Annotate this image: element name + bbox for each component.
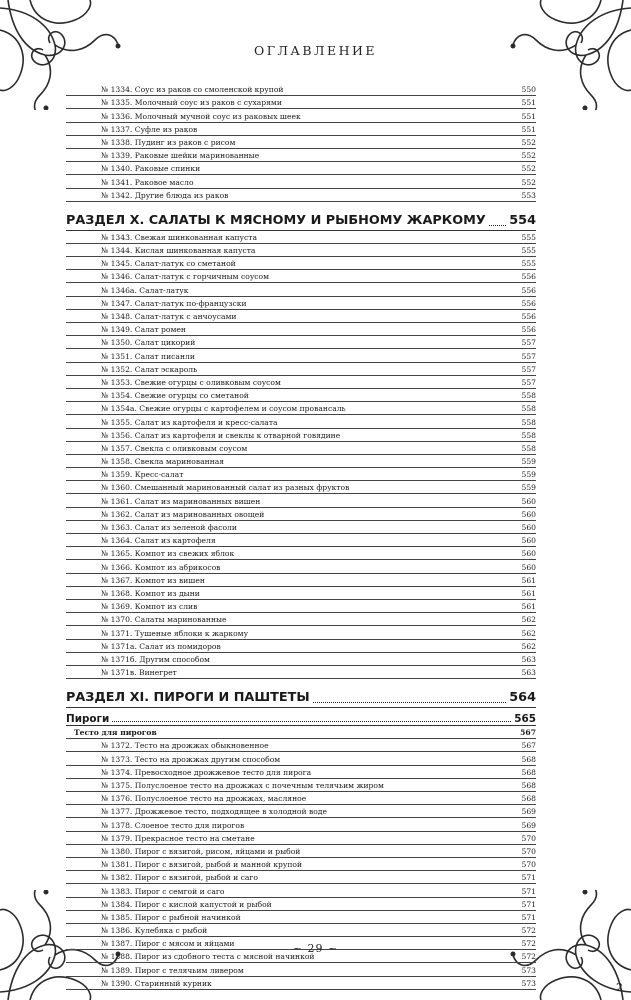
toc-entry <box>66 653 536 666</box>
entry-page: 559 <box>521 483 536 493</box>
entry-title: № 1380. Пирог с вязигой, рисом, яйцами и рыбой <box>101 846 301 856</box>
entry-title: № 1348. Салат-латук с анчоусами <box>101 312 237 321</box>
heading-label: РАЗДЕЛ X. САЛАТЫ К МЯСНОМУ И РЫБНОМУ ЖАРКОМУ <box>66 212 486 228</box>
entry-page: 556 <box>521 312 536 321</box>
entry-page: 570 <box>521 833 536 843</box>
toc-entry <box>66 547 536 560</box>
entry-title: № 1363. Салат из зеленой фасоли <box>101 523 237 532</box>
entry-title: № 1383. Пирог с семгой и саго <box>101 886 225 896</box>
entry-page: 561 <box>521 575 536 585</box>
toc-entry <box>66 455 536 468</box>
entry-page: 559 <box>521 470 536 480</box>
entry-title: № 1345. Салат-латук со сметаной <box>101 259 236 269</box>
entry-page: 572 <box>521 926 536 936</box>
entry-page: 555 <box>521 246 536 256</box>
toc-entry <box>66 534 536 547</box>
entry-page: 560 <box>521 509 536 519</box>
entry-page: 552 <box>521 151 536 161</box>
toc-entry <box>66 336 536 349</box>
toc-entry <box>66 389 536 402</box>
entry-title: № 1349. Салат ромен <box>101 325 186 335</box>
entry-page: 557 <box>521 351 536 361</box>
toc-entry <box>66 189 536 202</box>
entry-title: № 1335. Молочный соус из раков с сухарями <box>101 98 282 108</box>
toc-entry <box>66 162 536 175</box>
page-number: ~ 29 ~ <box>292 942 339 955</box>
table-of-contents <box>66 83 536 990</box>
entry-page: 551 <box>521 111 536 121</box>
toc-entry <box>66 600 536 613</box>
entry-title: № 1351. Салат писанли <box>101 351 195 361</box>
entry-page: 562 <box>521 615 536 625</box>
entry-page: 553 <box>521 190 536 200</box>
entry-page: 571 <box>521 886 536 896</box>
entry-title: № 1369. Компот из слив <box>101 602 198 612</box>
entry-title: № 1341. Раковое масло <box>101 177 194 187</box>
entry-page: 552 <box>521 177 536 187</box>
entry-page: 555 <box>521 232 536 242</box>
entry-title: № 1372. Тесто на дрожжах обыкновенное <box>101 741 269 751</box>
entry-page: 569 <box>521 807 536 817</box>
toc-entry <box>66 521 536 534</box>
entry-page: 563 <box>521 668 536 678</box>
toc-entry <box>66 640 536 653</box>
toc-entry <box>66 963 536 976</box>
entry-page: 558 <box>521 443 536 453</box>
entry-page: 571 <box>521 912 536 922</box>
entry-page: 562 <box>521 641 536 651</box>
toc-entry <box>66 884 536 897</box>
entry-title: № 1346. Салат-латук с горчичным соусом <box>101 272 270 282</box>
entry-title: № 1381. Пирог с вязигой, рыбой и манной крупой <box>101 860 303 870</box>
toc-entry <box>66 283 536 296</box>
entry-title: № 1360. Смешанный маринованный салат из разных фруктов <box>101 483 350 493</box>
toc-entry <box>66 468 536 481</box>
entry-title: № 1371а. Салат из помидоров <box>101 641 221 651</box>
toc-entry <box>66 977 536 990</box>
toc-entry <box>66 363 536 376</box>
dot-leader <box>489 225 507 226</box>
toc-entry <box>66 257 536 270</box>
entry-page: 558 <box>521 430 536 440</box>
entry-title: № 1334. Соус из раков со смоленской крупой <box>101 85 284 95</box>
entry-page: 570 <box>521 860 536 870</box>
heading-page: 564 <box>509 690 536 706</box>
toc-entry <box>66 96 536 109</box>
entry-page: 559 <box>521 457 536 467</box>
heading-page: 554 <box>509 212 536 228</box>
toc-entry <box>66 818 536 831</box>
toc-entry <box>66 481 536 494</box>
toc-entry <box>66 832 536 845</box>
entry-title: № 1390. Старинный курник <box>101 978 212 988</box>
entry-title: № 1355. Салат из картофеля и кресс-салата <box>101 417 278 427</box>
entry-page: 555 <box>521 259 536 269</box>
toc-entry <box>66 231 536 244</box>
toc-entry <box>66 739 536 752</box>
entry-title: № 1358. Свекла маринованная <box>101 457 225 467</box>
toc-entry <box>66 666 536 679</box>
toc-entry <box>66 442 536 455</box>
entry-title: № 1344. Кислая шинкованная капуста <box>101 246 256 256</box>
entry-title: Тесто для пирогов <box>74 728 157 738</box>
entry-page: 557 <box>521 377 536 387</box>
entry-title: № 1364. Салат из картофеля <box>101 536 216 546</box>
page-title: ОГЛАВЛЕНИЕ <box>253 43 378 58</box>
toc-entry <box>66 415 536 428</box>
entry-title: № 1338. Пудинг из раков с рисом <box>101 137 236 147</box>
entry-page: 557 <box>521 364 536 374</box>
entry-page: 573 <box>521 965 536 975</box>
entry-page: 568 <box>521 781 536 790</box>
entry-title: № 1359. Кресс-салат <box>101 470 184 480</box>
toc-entry <box>66 752 536 765</box>
entry-title: № 1343. Свежая шинкованная капуста <box>101 232 257 242</box>
entry-title: № 1384. Пирог с кислой капустой и рыбой <box>101 899 272 909</box>
entry-title: № 1371б. Другим способом <box>101 654 210 664</box>
entry-page: 558 <box>521 391 536 401</box>
entry-page: 560 <box>521 523 536 532</box>
heading-page: 565 <box>514 713 536 726</box>
entry-title: № 1378. Слоеное тесто для пирогов <box>101 820 245 830</box>
toc-entry <box>66 429 536 442</box>
toc-entry <box>66 136 536 149</box>
corner-badge: 2 <box>616 981 623 994</box>
entry-page: 556 <box>521 285 536 295</box>
entry-title: № 1339. Раковые шейки маринованные <box>101 151 260 161</box>
entry-page: 567 <box>520 728 536 738</box>
toc-entry <box>66 587 536 600</box>
entry-title: № 1385. Пирог с рыбной начинкой <box>101 912 241 922</box>
entry-title: № 1356. Салат из картофеля и свеклы к отварной говядине <box>101 430 341 440</box>
entry-title: № 1354а. Свежие огурцы с картофелем и соусом провансаль <box>101 404 346 414</box>
toc-entry <box>66 858 536 871</box>
entry-page: 557 <box>521 338 536 348</box>
toc-entry <box>66 402 536 415</box>
heading-label: Пироги <box>66 713 110 726</box>
toc-entry <box>66 845 536 858</box>
dot-leader <box>112 721 511 722</box>
entry-title: № 1370. Салаты маринованные <box>101 615 227 625</box>
entry-page: 562 <box>521 628 536 638</box>
toc-entry <box>66 376 536 389</box>
entry-page: 558 <box>521 404 536 414</box>
toc-entry <box>66 175 536 188</box>
entry-title: № 1371в. Винегрет <box>101 668 177 678</box>
entry-title: № 1375. Полуслоеное тесто на дрожжах с почечным телячьим жиром <box>101 781 384 790</box>
entry-page: 561 <box>521 602 536 612</box>
toc-entry <box>66 792 536 805</box>
entry-title: № 1382. Пирог с вязигой, рыбой и саго <box>101 873 258 883</box>
entry-page: 573 <box>521 978 536 988</box>
entry-page: 551 <box>521 124 536 134</box>
entry-page: 550 <box>521 85 536 95</box>
entry-title: № 1357. Свекла с оливковым соусом <box>101 443 248 453</box>
entry-title: № 1373. Тесто на дрожжах другим способом <box>101 754 281 764</box>
toc-entry <box>66 911 536 924</box>
toc-entry <box>66 297 536 310</box>
entry-title: № 1346а. Салат-латук <box>101 285 189 295</box>
toc-entry <box>66 149 536 162</box>
entry-page: 551 <box>521 98 536 108</box>
entry-page: 560 <box>521 496 536 506</box>
entry-page: 560 <box>521 549 536 559</box>
entry-title: № 1387. Пирог с мясом и яйцами <box>101 939 235 949</box>
entry-page: 556 <box>521 298 536 308</box>
toc-entry <box>66 626 536 639</box>
entry-title: № 1347. Салат-латук по-французски <box>101 298 247 308</box>
entry-page: 561 <box>521 588 536 598</box>
entry-title: № 1353. Свежие огурцы с оливковым соусом <box>101 377 281 387</box>
entry-title: № 1379. Прекрасное тесто на сметане <box>101 833 255 843</box>
toc-entry <box>66 494 536 507</box>
entry-title: № 1367. Компот из вишен <box>101 575 205 585</box>
entry-title: № 1337. Суфле из раков <box>101 124 198 134</box>
toc-entry <box>66 613 536 626</box>
entry-title: № 1354. Свежие огурцы со сметаной <box>101 391 249 401</box>
entry-page: 571 <box>521 873 536 883</box>
toc-entry <box>66 766 536 779</box>
toc-entry <box>66 109 536 122</box>
toc-entry <box>66 349 536 362</box>
entry-title: № 1365. Компот из свежих яблок <box>101 549 235 559</box>
entry-page: 560 <box>521 562 536 572</box>
section-heading <box>66 202 536 231</box>
subsection-heading <box>66 726 536 739</box>
toc-entry <box>66 508 536 521</box>
toc-entry <box>66 871 536 884</box>
entry-title: № 1389. Пирог с телячьим ливером <box>101 965 244 975</box>
toc-entry <box>66 310 536 323</box>
entry-page: 571 <box>521 899 536 909</box>
entry-page: 563 <box>521 654 536 664</box>
group-heading <box>66 708 536 726</box>
entry-title: № 1388. Пирог из сдобного теста с мясной начинкой <box>101 952 315 962</box>
entry-page: 556 <box>521 325 536 335</box>
toc-entry <box>66 574 536 587</box>
entry-title: № 1366. Компот из абрикосов <box>101 562 221 572</box>
entry-page: 568 <box>521 754 536 764</box>
entry-page: 558 <box>521 417 536 427</box>
entry-title: № 1362. Салат из маринованных овощей <box>101 509 265 519</box>
toc-entry <box>66 924 536 937</box>
entry-title: № 1386. Кулебяка с рыбой <box>101 926 208 936</box>
entry-title: № 1352. Салат эскароль <box>101 364 198 374</box>
heading-label: РАЗДЕЛ XI. ПИРОГИ И ПАШТЕТЫ <box>66 690 310 706</box>
entry-title: № 1377. Дрожжевое тесто, подходящее в холодной воде <box>101 807 327 817</box>
entry-page: 568 <box>521 767 536 777</box>
entry-page: 567 <box>521 741 536 751</box>
entry-page: 568 <box>521 794 536 804</box>
toc-entry <box>66 323 536 336</box>
entry-title: № 1374. Превосходное дрожжевое тесто для пирога <box>101 767 312 777</box>
entry-title: № 1368. Компот из дыни <box>101 588 200 598</box>
entry-page: 552 <box>521 164 536 174</box>
entry-page: 569 <box>521 820 536 830</box>
toc-entry <box>66 898 536 911</box>
entry-page: 570 <box>521 846 536 856</box>
entry-title: № 1371. Тушеные яблоки к жаркому <box>101 628 249 638</box>
entry-page: 560 <box>521 536 536 546</box>
entry-title: № 1336. Молочный мучной соус из раковых шеек <box>101 111 301 121</box>
entry-page: 572 <box>521 952 536 962</box>
toc-entry <box>66 805 536 818</box>
entry-title: № 1376. Полуслоеное тесто на дрожжах, масляное <box>101 794 307 804</box>
section-heading <box>66 679 536 708</box>
entry-title: № 1350. Салат цикорий <box>101 338 196 348</box>
toc-entry <box>66 83 536 96</box>
entry-page: 552 <box>521 137 536 147</box>
toc-entry <box>66 270 536 283</box>
dot-leader <box>313 702 507 703</box>
entry-page: 572 <box>521 939 536 949</box>
entry-page: 556 <box>521 272 536 282</box>
toc-entry <box>66 779 536 792</box>
toc-entry <box>66 123 536 136</box>
toc-entry <box>66 244 536 257</box>
toc-entry <box>66 560 536 573</box>
entry-title: № 1361. Салат из маринованных вишен <box>101 496 261 506</box>
entry-title: № 1342. Другие блюда из раков <box>101 190 229 200</box>
entry-title: № 1340. Раковые спинки <box>101 164 201 174</box>
